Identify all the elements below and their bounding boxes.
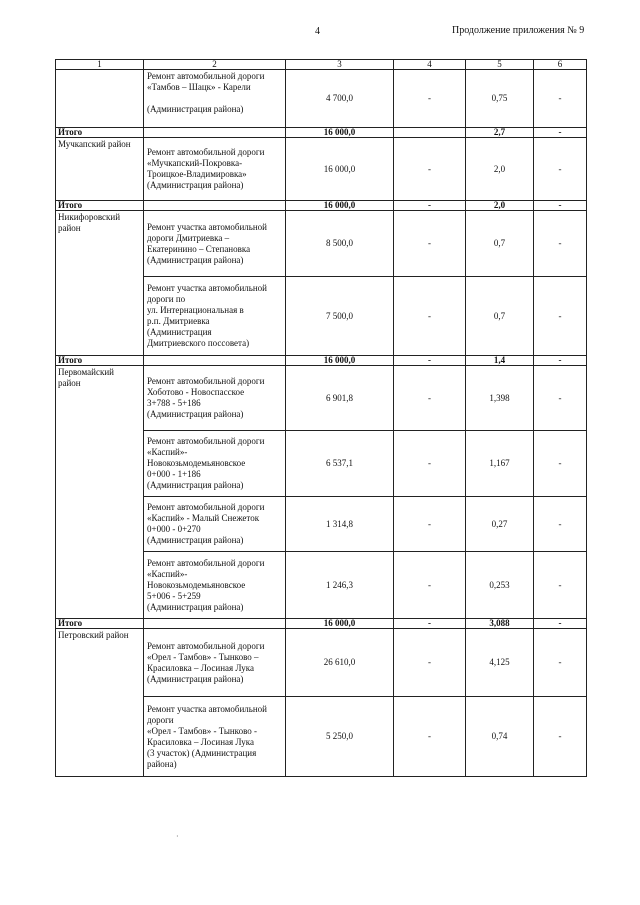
- length-cell: 1,4: [466, 356, 534, 366]
- work-line: «Мучкапский-Покровка-: [147, 158, 243, 168]
- work-line: Ремонт автомобильной дороги: [147, 436, 265, 446]
- col6-cell: -: [534, 70, 587, 128]
- col6-cell: -: [534, 697, 587, 777]
- column-header: 6: [534, 60, 587, 70]
- district-line: Первомайский: [58, 367, 114, 377]
- length-cell: 4,125: [466, 629, 534, 697]
- col4-cell: -: [394, 697, 466, 777]
- col6-cell: -: [534, 211, 587, 277]
- work-cell: [144, 70, 286, 128]
- work-line: Красиловка – Лосиная Лука: [147, 736, 255, 747]
- column-header: 2: [144, 60, 286, 70]
- column-header: 5: [466, 60, 534, 70]
- column-header: 4: [394, 60, 466, 70]
- work-line: 0+000 - 1+186: [147, 469, 201, 479]
- work-cell: [144, 211, 286, 277]
- col6-cell: -: [534, 201, 587, 211]
- total-label: Итого: [56, 356, 144, 366]
- work-line: (Администрация района): [147, 180, 244, 190]
- col6-cell: -: [534, 128, 587, 138]
- col6-cell: -: [534, 277, 587, 356]
- length-cell: 0,253: [466, 552, 534, 619]
- length-cell: 1,167: [466, 431, 534, 497]
- district-line: район: [58, 223, 81, 233]
- work-line: (Администрация района): [147, 601, 244, 612]
- col6-cell: -: [534, 619, 587, 629]
- work-line: Красиловка – Лосиная Лука: [147, 662, 255, 673]
- table-row: [56, 366, 587, 431]
- col4-cell: -: [394, 552, 466, 619]
- work-line: «Каспий» - Малый Снежеток: [147, 513, 260, 523]
- amount-cell: 26 610,0: [286, 629, 394, 697]
- work-line: (Администрация: [147, 327, 212, 337]
- col4-cell: [394, 128, 466, 138]
- amount-cell: 16 000,0: [286, 128, 394, 138]
- col6-cell: -: [534, 431, 587, 497]
- col4-cell: -: [394, 201, 466, 211]
- work-line: (Администрация района): [147, 104, 244, 114]
- district-cell: Петровский район: [56, 629, 144, 777]
- district-cell: Мучкапский район: [56, 138, 144, 201]
- district-line: Никифоровский: [58, 212, 121, 222]
- work-line: «Каспий»-: [147, 568, 188, 579]
- work-line: Ремонт автомобильной дороги: [147, 147, 265, 157]
- col4-cell: -: [394, 431, 466, 497]
- table-row: [56, 211, 587, 277]
- length-cell: 3,088: [466, 619, 534, 629]
- total-row: [56, 356, 587, 366]
- table-row: [56, 629, 587, 697]
- district-line: район: [58, 378, 81, 388]
- district-cell: [56, 211, 144, 356]
- work-line: (Администрация района): [147, 480, 244, 490]
- work-line: «Орел - Тамбов» - Тынково -: [147, 725, 258, 736]
- work-cell: [144, 356, 286, 366]
- work-line: Ремонт автомобильной дороги: [147, 502, 265, 512]
- amount-cell: 5 250,0: [286, 697, 394, 777]
- work-line: Ремонт участка автомобильной: [147, 703, 267, 714]
- work-line: р.п. Дмитриевка: [147, 316, 210, 326]
- length-cell: 1,398: [466, 366, 534, 431]
- work-line: Новокозьмодемьяновское: [147, 579, 246, 590]
- total-row: [56, 128, 587, 138]
- table-row: [56, 138, 587, 201]
- col6-cell: -: [534, 366, 587, 431]
- work-line: (Администрация района): [147, 673, 244, 684]
- amount-cell: 16 000,0: [286, 201, 394, 211]
- work-line: Дмитриевского поссовета): [147, 338, 250, 348]
- work-cell: [144, 552, 286, 619]
- total-label: Итого: [56, 201, 144, 211]
- length-cell: 0,75: [466, 70, 534, 128]
- district-cell: [56, 70, 144, 128]
- page-number: 4: [315, 26, 320, 37]
- work-line: Ремонт автомобильной дороги: [147, 376, 265, 386]
- work-cell: [144, 138, 286, 201]
- total-row: [56, 201, 587, 211]
- work-line: 0+000 - 0+270: [147, 524, 201, 534]
- continuation-label: Продолжение приложения № 9: [452, 25, 585, 36]
- length-cell: 2,7: [466, 128, 534, 138]
- work-line: Ремонт автомобильной дороги: [147, 557, 265, 568]
- district-cell: [56, 366, 144, 619]
- col4-cell: -: [394, 619, 466, 629]
- amount-cell: 1 314,8: [286, 497, 394, 552]
- header-row: [56, 60, 587, 70]
- work-cell: [144, 697, 286, 777]
- amount-cell: 16 000,0: [286, 619, 394, 629]
- work-line: «Орел - Тамбов» - Тынково –: [147, 651, 259, 662]
- work-cell: [144, 629, 286, 697]
- work-cell: [144, 497, 286, 552]
- work-line: дороги: [147, 714, 174, 725]
- col6-cell: -: [534, 356, 587, 366]
- length-cell: 0,7: [466, 277, 534, 356]
- work-line: Новокозьмодемьяновское: [147, 458, 246, 468]
- scan-speck: ·: [176, 832, 179, 841]
- col4-cell: -: [394, 356, 466, 366]
- column-header: 3: [286, 60, 394, 70]
- work-line: Троицкое-Владимировка»: [147, 169, 247, 179]
- amount-cell: 7 500,0: [286, 277, 394, 356]
- amount-cell: 8 500,0: [286, 211, 394, 277]
- col6-cell: -: [534, 629, 587, 697]
- work-line: Ремонт автомобильной дороги: [147, 71, 265, 81]
- work-cell: [144, 366, 286, 431]
- work-line: (Администрация района): [147, 254, 244, 265]
- work-line: района): [147, 758, 177, 769]
- work-cell: [144, 619, 286, 629]
- length-cell: 0,7: [466, 211, 534, 277]
- roads-repair-table: [55, 59, 587, 777]
- length-cell: 0,74: [466, 697, 534, 777]
- work-line: дороги Дмитриевка –: [147, 232, 230, 243]
- work-line: 5+006 - 5+259: [147, 590, 201, 601]
- work-line: дороги по: [147, 294, 186, 304]
- col4-cell: -: [394, 138, 466, 201]
- amount-cell: 6 901,8: [286, 366, 394, 431]
- col6-cell: -: [534, 497, 587, 552]
- col6-cell: -: [534, 552, 587, 619]
- amount-cell: 16 000,0: [286, 356, 394, 366]
- work-line: Екатеринино – Степановка: [147, 243, 251, 254]
- col4-cell: -: [394, 629, 466, 697]
- work-line: Хоботово - Новоспасское: [147, 387, 245, 397]
- work-line: ул. Интернациональная в: [147, 305, 244, 315]
- work-cell: [144, 201, 286, 211]
- amount-cell: 1 246,3: [286, 552, 394, 619]
- column-header: 1: [56, 60, 144, 70]
- total-label: Итого: [56, 128, 144, 138]
- work-line: (Администрация района): [147, 409, 244, 419]
- col4-cell: -: [394, 366, 466, 431]
- work-line: «Тамбов – Шацк» - Карели: [147, 82, 251, 92]
- total-row: [56, 619, 587, 629]
- total-label: Итого: [56, 619, 144, 629]
- work-line: Ремонт автомобильной дороги: [147, 640, 265, 651]
- table-row: [56, 70, 587, 128]
- length-cell: 2,0: [466, 201, 534, 211]
- col6-cell: -: [534, 138, 587, 201]
- work-cell: [144, 431, 286, 497]
- col4-cell: -: [394, 497, 466, 552]
- col4-cell: -: [394, 277, 466, 356]
- amount-cell: 16 000,0: [286, 138, 394, 201]
- work-line: 3+788 - 5+186: [147, 398, 201, 408]
- work-line: Ремонт участка автомобильной: [147, 221, 267, 232]
- work-line: (3 участок) (Администрация: [147, 747, 257, 758]
- length-cell: 0,27: [466, 497, 534, 552]
- work-cell: [144, 128, 286, 138]
- work-line: (Администрация района): [147, 535, 244, 545]
- work-line: Ремонт участка автомобильной: [147, 283, 267, 293]
- amount-cell: 4 700,0: [286, 70, 394, 128]
- work-cell: [144, 277, 286, 356]
- length-cell: 2,0: [466, 138, 534, 201]
- col4-cell: -: [394, 70, 466, 128]
- work-line: «Каспий»-: [147, 447, 188, 457]
- col4-cell: -: [394, 211, 466, 277]
- amount-cell: 6 537,1: [286, 431, 394, 497]
